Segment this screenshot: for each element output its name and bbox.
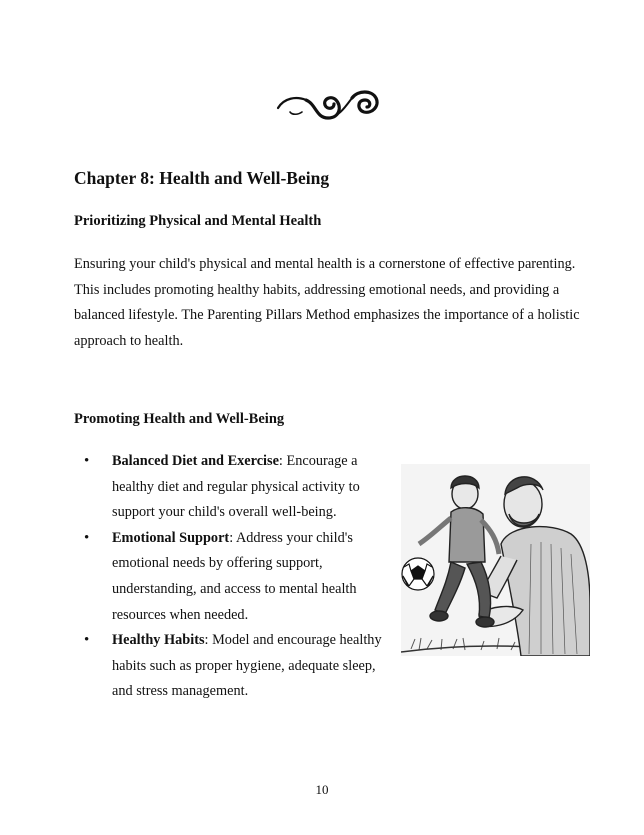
bullet-text: : Address your child's emotional needs by offering support, understanding, and access to mental health resources when needed.	[112, 529, 357, 623]
bullet-point: •	[84, 632, 90, 649]
bullet-term: Balanced Diet and Exercise	[112, 453, 279, 469]
chapter-title: Chapter 8: Health and Well-Being	[74, 168, 330, 188]
section-heading-prioritizing: Prioritizing Physical and Mental Health	[74, 213, 322, 229]
intro-paragraph: Ensuring your child's physical and mental health is a cornerstone of effective parenting. This includes promoting healthy habits, addressing emotional needs, and providing a balanced lifestyle. The Parenting Pillars Method emphasizes the importance of a holistic approach to health.	[74, 256, 580, 349]
section-heading-promoting: Promoting Health and Well-Being	[74, 411, 285, 427]
bullet-point: •	[84, 529, 90, 546]
bullet-text: : Encourage a healthy diet and regular physical activity to support your child's overall well-being.	[112, 453, 360, 521]
bullet-term: Healthy Habits	[112, 632, 205, 649]
flourish-ornament-icon	[272, 84, 382, 124]
health-bullet-list	[74, 449, 384, 705]
list-item	[74, 449, 384, 526]
father-son-soccer-illustration	[401, 464, 590, 656]
page-number: 10	[315, 782, 329, 797]
list-item	[74, 628, 384, 705]
bullet-term: Emotional Support	[112, 529, 230, 546]
list-item	[74, 526, 384, 628]
bullet-text: : Model and encourage healthy habits such as proper hygiene, adequate sleep, and stress management.	[112, 632, 382, 700]
bullet-point: •	[84, 453, 90, 469]
